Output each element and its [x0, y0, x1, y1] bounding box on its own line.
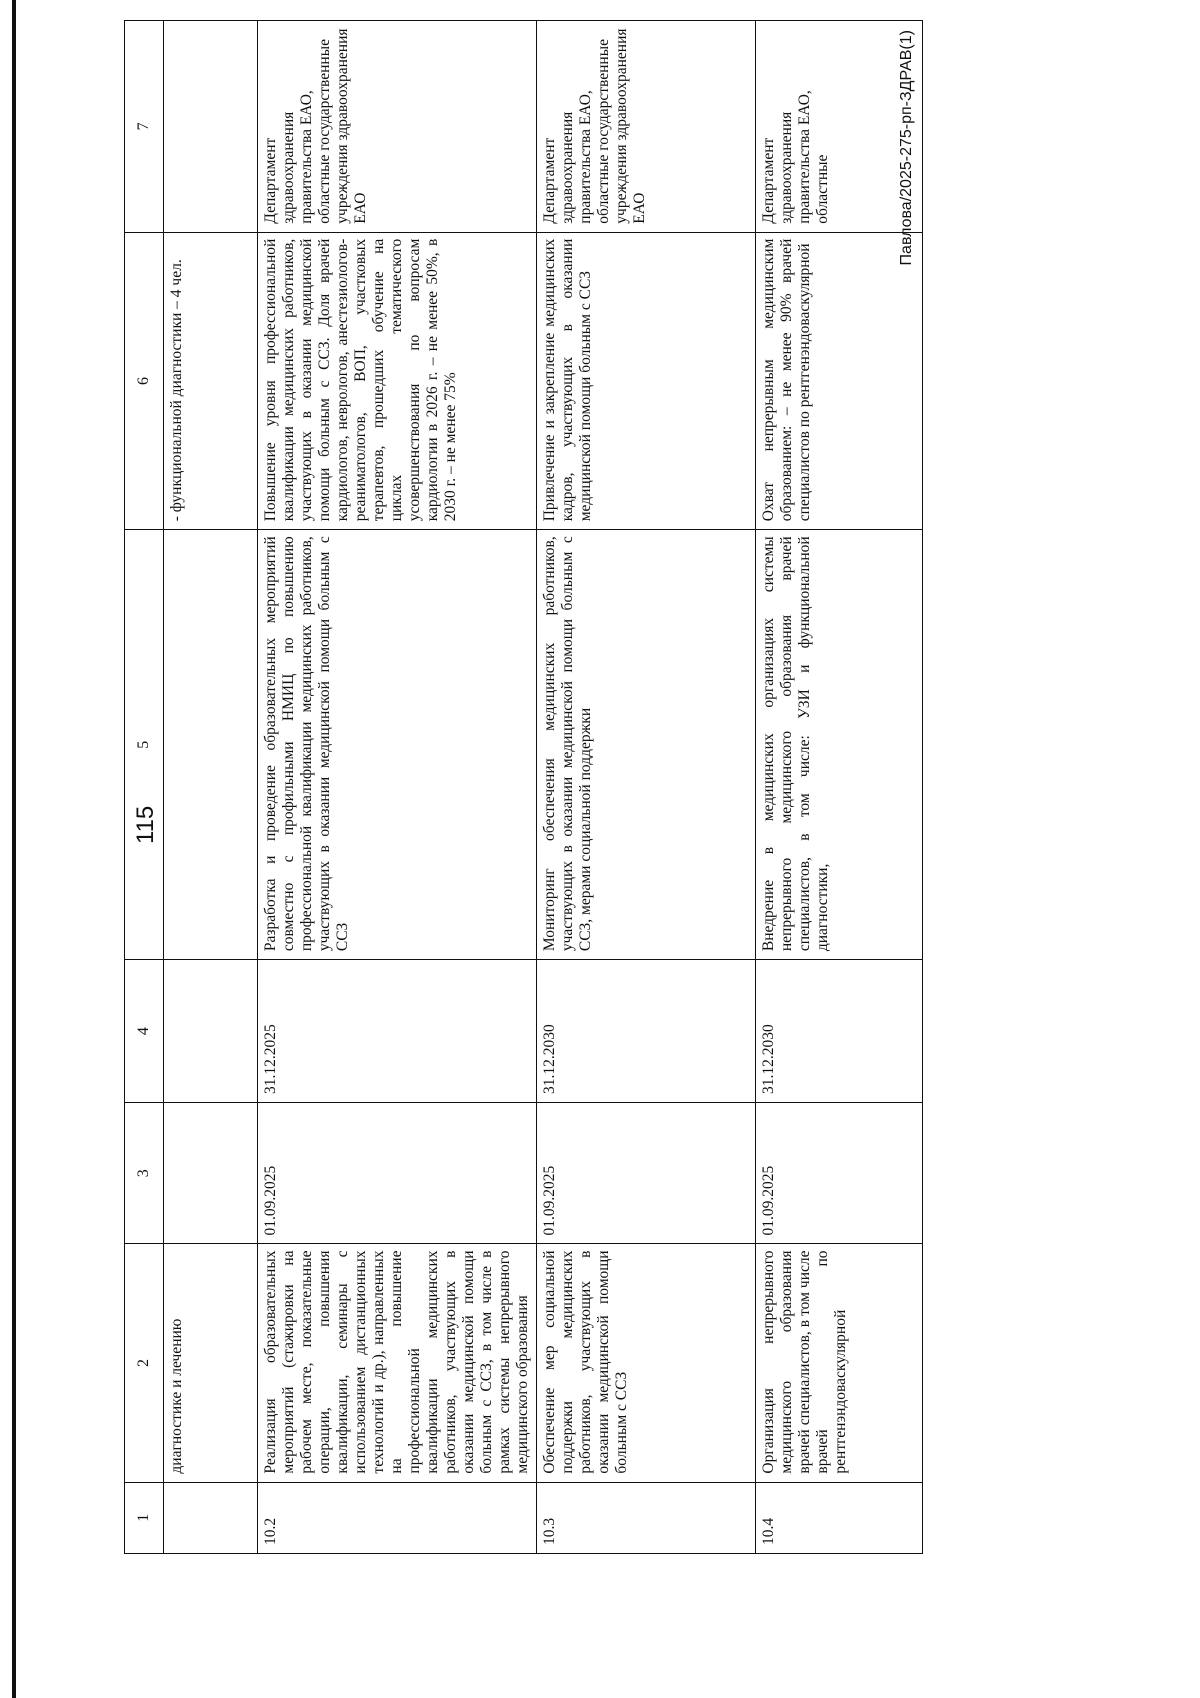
cell-text: Организация непрерывного медицинского образования врачей специалистов, в том числе врачей по рентгенэндоваскулярной [760, 1250, 849, 1474]
cell-activity: диагностике и лечению [164, 1244, 258, 1482]
cell-start-date: 01.09.2025 [756, 1102, 923, 1244]
column-number: 7 [125, 21, 164, 233]
column-number: 3 [125, 1102, 164, 1244]
cell-activity: Обеспечение мер социальной поддержки медицинских работников, участвующих в оказании медицинской помощи больным с ССЗ [537, 1244, 756, 1482]
cell-description: Разработка и проведение образовательных мероприятий совместно с профильными НМИЦ по повышению профессиональной квалификации медицинских работников, участвующих в оказании медицинской помощи больным с ССЗ [258, 530, 537, 960]
column-number: 5 [125, 530, 164, 960]
cell-end-date: 31.12.2025 [258, 960, 537, 1103]
cell-result: Повышение уровня профессиональной квалификации медицинских работников, участвующих в оказании медицинской помощи больным с ССЗ. Доля врачей кардиологов, неврологов, анестезиологов-реаниматологов, ВОП, участковых терапевтов, прошедших обучение на циклах тематического усовершенствования по вопросам кардиологии в 2026 г. – не менее 50%, в 2030 г. – не менее 75% [258, 232, 537, 530]
column-number: 2 [125, 1244, 164, 1482]
rotated-content [124, 20, 940, 1564]
cell-responsible: Департамент здравоохранения правительства ЕАО, областные государственные учреждения здравоохранения ЕАО [537, 21, 756, 233]
cell-text: Охват непрерывным медицинским образованием: – не менее 90% врачей специалистов по рентгенэндоваскулярной [760, 238, 813, 522]
scan-edge-line [12, 0, 16, 1698]
cell-end-date: 31.12.2030 [756, 960, 923, 1103]
table-row [537, 21, 756, 1554]
cell-number: 10.2 [258, 1482, 537, 1553]
cell-result: - функциональной диагностики – 4 чел. [164, 232, 258, 530]
cell-start-date: 01.09.2025 [537, 1102, 756, 1244]
cell-number [164, 1482, 258, 1553]
cell-end-date: 31.12.2030 [537, 960, 756, 1103]
cell-start-date [164, 1102, 258, 1244]
column-number: 1 [125, 1482, 164, 1553]
column-number-row [125, 21, 164, 1554]
cell-start-date: 01.09.2025 [258, 1102, 537, 1244]
page-number: 115 [132, 805, 159, 844]
continuation-row [164, 21, 258, 1554]
cell-result: Привлечение и закрепление медицинских кадров, участвующих в оказании медицинской помощи больным с ССЗ [537, 232, 756, 530]
cell-description: Мониторинг обеспечения медицинских работников, участвующих в оказании медицинской помощи больным с ССЗ, мерами социальной поддержки [537, 530, 756, 960]
cell-activity: Реализация образовательных мероприятий (стажировки на рабочем месте, показательные операции, повышения квалификации, семинары с использованием дистанционных технологий и др.), направленных на повышение профессиональной квалификации медицинских работников, участвующих в оказании медицинской помощи больным с ССЗ, в том числе в рамках системы непрерывного медицинского образования [258, 1244, 537, 1482]
document-footer: Павлова/2025-275-рп-ЗДРАВ(1) [898, 30, 915, 266]
cell-number: 10.3 [537, 1482, 756, 1553]
cell-responsible [164, 21, 258, 233]
cell-end-date [164, 960, 258, 1103]
cell-number: 10.4 [756, 1482, 923, 1553]
cell-description [164, 530, 258, 960]
column-number: 6 [125, 232, 164, 530]
column-number: 4 [125, 960, 164, 1103]
plan-table [124, 20, 923, 1554]
cell-text: Внедрение в медицинских организациях системы непрерывного медицинского образования врачей специалистов, в том числе: УЗИ и функциональной диагностики, [760, 536, 831, 952]
table-row [258, 21, 537, 1554]
cell-responsible: Департамент здравоохранения правительства ЕАО, областные государственные учреждения здравоохранения ЕАО [258, 21, 537, 233]
cell-text: Департамент здравоохранения правительства ЕАО, областные [760, 90, 831, 224]
